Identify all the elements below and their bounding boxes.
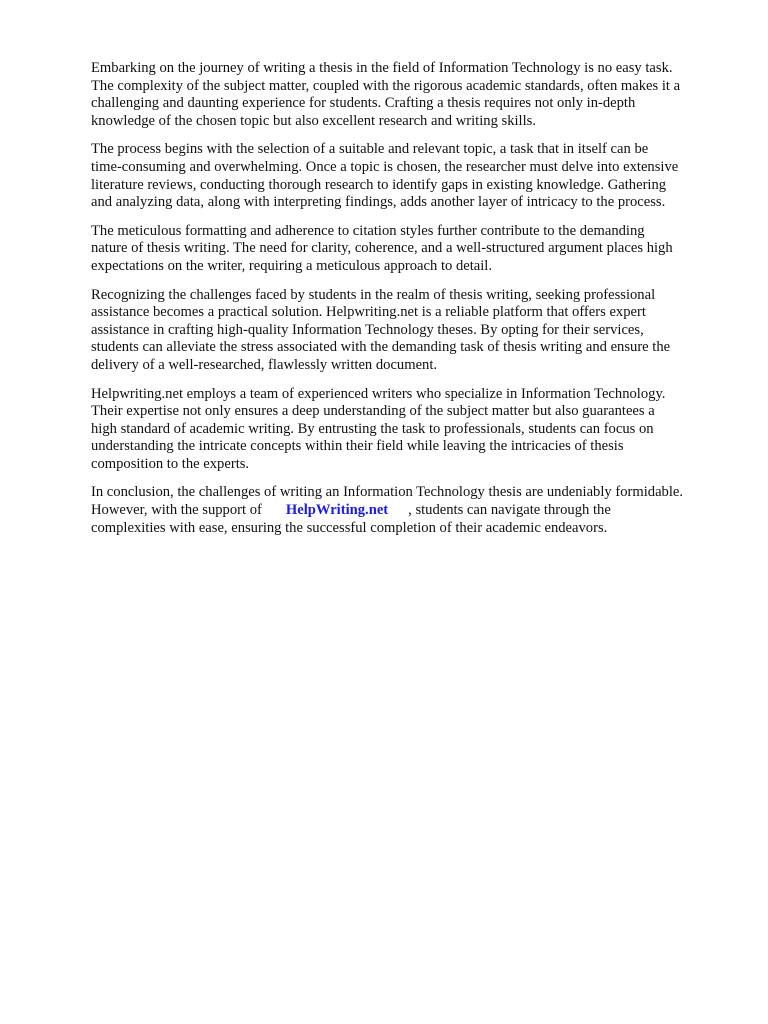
text-line: assistance in crafting high-quality Information Technology theses. By opting for their services, — [91, 321, 644, 338]
text-line: Helpwriting.net employs a team of experienced writers who specialize in Information Technology. — [91, 385, 666, 402]
text-line: The complexity of the subject matter, coupled with the rigorous academic standards, often makes it a — [91, 77, 681, 94]
text-line: Their expertise not only ensures a deep understanding of the subject matter but also guarantees a — [91, 403, 655, 420]
text-line: complexities with ease, ensuring the successful completion of their academic endeavors. — [91, 519, 608, 536]
text-line: assistance becomes a practical solution. Helpwriting.net is a reliable platform that offers expert — [91, 304, 646, 321]
text-line: The meticulous formatting and adherence to citation styles further contribute to the demanding — [91, 222, 645, 239]
paragraph-process — [91, 141, 731, 211]
text-line: and analyzing data, along with interpreting findings, adds another layer of intricacy to the process. — [91, 194, 666, 211]
text-line: The process begins with the selection of a suitable and relevant topic, a task that in itself can be — [91, 141, 649, 158]
text-line: high standard of academic writing. By entrusting the task to professionals, students can focus on — [91, 420, 654, 437]
text-line: students can alleviate the stress associated with the demanding task of thesis writing and ensure the — [91, 339, 671, 356]
text-line: knowledge of the chosen topic but also excellent research and writing skills. — [91, 112, 536, 129]
text-line-with-link — [91, 502, 731, 520]
text-line: Recognizing the challenges faced by students in the realm of thesis writing, seeking professional — [91, 286, 656, 303]
text-line: literature reviews, conducting thorough research to identify gaps in existing knowledge. Gathering — [91, 176, 667, 193]
text-line: Embarking on the journey of writing a thesis in the field of Information Technology is no easy task. — [91, 60, 673, 76]
text-line: challenging and daunting experience for students. Crafting a thesis requires not only in-depth — [91, 95, 636, 112]
paragraph-intro — [91, 60, 731, 130]
text-line: nature of thesis writing. The need for clarity, coherence, and a well-structured argument places high — [91, 240, 673, 257]
text-line: delivery of a well-researched, flawlessly written document. — [91, 356, 438, 373]
text-fragment: , students can navigate through the — [408, 502, 611, 519]
paragraph-formatting — [91, 223, 731, 276]
text-line: composition to the experts. — [91, 455, 250, 472]
text-line: In conclusion, the challenges of writing an Information Technology thesis are undeniably formidable. — [91, 484, 684, 501]
paragraph-assistance — [91, 287, 731, 375]
helpwriting-link[interactable]: HelpWriting.net — [285, 502, 389, 519]
text-line: understanding the intricate concepts within their field while leaving the intricacies of thesis — [91, 438, 624, 455]
text-line: time-consuming and overwhelming. Once a topic is chosen, the researcher must delve into extensive — [91, 158, 679, 175]
text-line: expectations on the writer, requiring a meticulous approach to detail. — [91, 257, 493, 274]
paragraph-conclusion — [91, 484, 731, 537]
paragraph-writers — [91, 386, 731, 474]
text-fragment: However, with the support of — [91, 502, 262, 519]
document-body — [91, 60, 731, 548]
